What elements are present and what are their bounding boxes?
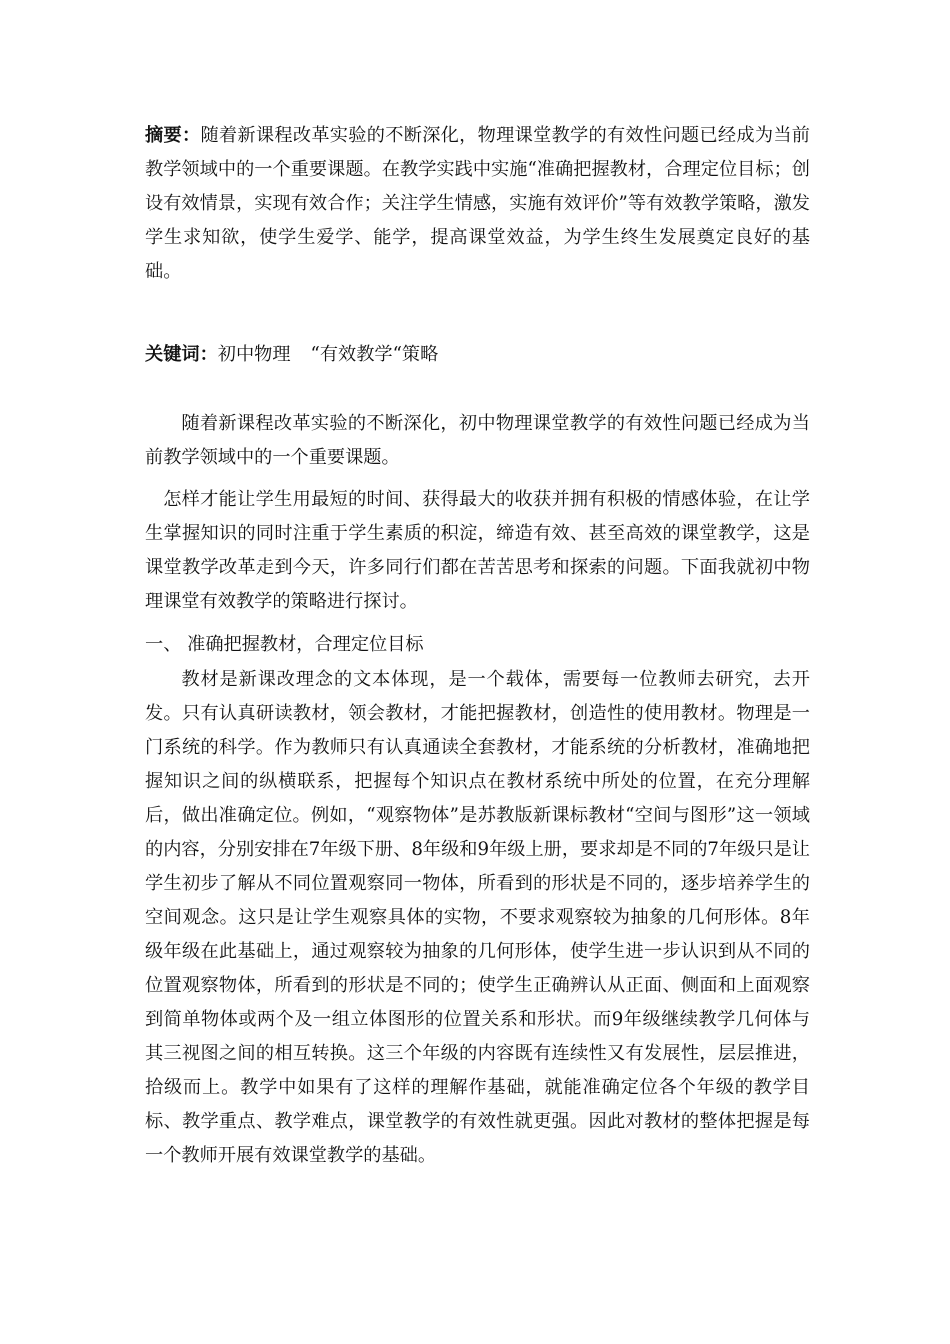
body-paragraph: 随着新课程改革实验的不断深化，初中物理课堂教学的有效性问题已经成为当前教学领域中的一个重要课题。	[145, 413, 810, 468]
keywords-label: 关键词：	[145, 344, 218, 365]
abstract-section	[145, 119, 810, 289]
section-heading: 一、 准确把握教材，合理定位目标	[145, 634, 424, 655]
body-paragraph: 教材是新课改理念的文本体现，是一个载体，需要每一位教师去研究，去开发。只有认真研读教材，领会教材，才能把握教材，创造性的使用教材。物理是一门系统的科学。作为教师只有认真通读全套教材，才能系统的分析教材，准确地把握知识之间的纵横联系，把握每个知识点在教材系统中所处的位置，在充分理解后，做出准确定位。例如，“观察物体”是苏教版新课标教材“空间与图形”这一领域的内容，分别安排在7年级下册、8年级和9年级上册，要求却是不同的7年级只是让学生初步了解从不同位置观察同一物体，所看到的形状是不同的，逐步培养学生的空间观念。这只是让学生观察具体的实物，不要求观察较为抽象的几何形体。8年级年级在此基础上，通过观察较为抽象的几何形体，使学生进一步认识到从不同的 位置观察物体，所看到的形状是不同的；使学生正确辨认从正面、侧面和上面观察到简单物体或两个及一组立体图形的位置关系和形状。而9年级继续教学几何体与其三视图之间的相互转换。这三个年级的内容既有连续性又有发展性，层层推进，拾级而上。教学中如果有了这样的理解作基础，就能准确定位各个年级的教学目标、教学重点、教学难点，课堂教学的有效性就更强。因此对教材的整体把握是每一个教师开展有效课堂教学的基础。	[145, 669, 810, 1166]
keyword-item: “有效教学“策略	[310, 344, 439, 365]
body-paragraph: 怎样才能让学生用最短的时间、获得最大的收获并拥有积极的情感体验，在让学生掌握知识的同时注重于学生素质的积淀，缔造有效、甚至高效的课堂教学，这是课堂教学改革走到今天，许多同行们都在苦苦思考和探索的问题。下面我就初中物理课堂有效教学的策略进行探讨。	[145, 489, 810, 612]
abstract-text: 随着新课程改革实验的不断深化，物理课堂教学的有效性问题已经成为当前教学领域中的一个重要课题。在教学实践中实施“准确把握教材，合理定位目标；创设有效情景，实现有效合作；关注学生情感，实施有效评价”等有效教学策略，激发学生求知欲，使学生爱学、能学，提高课堂效益，为学生终生发展奠定良好的基础。	[145, 125, 810, 282]
keywords-section	[145, 338, 810, 372]
keyword-item: 初中物理	[217, 344, 291, 365]
abstract-label: 摘要：	[145, 125, 201, 146]
